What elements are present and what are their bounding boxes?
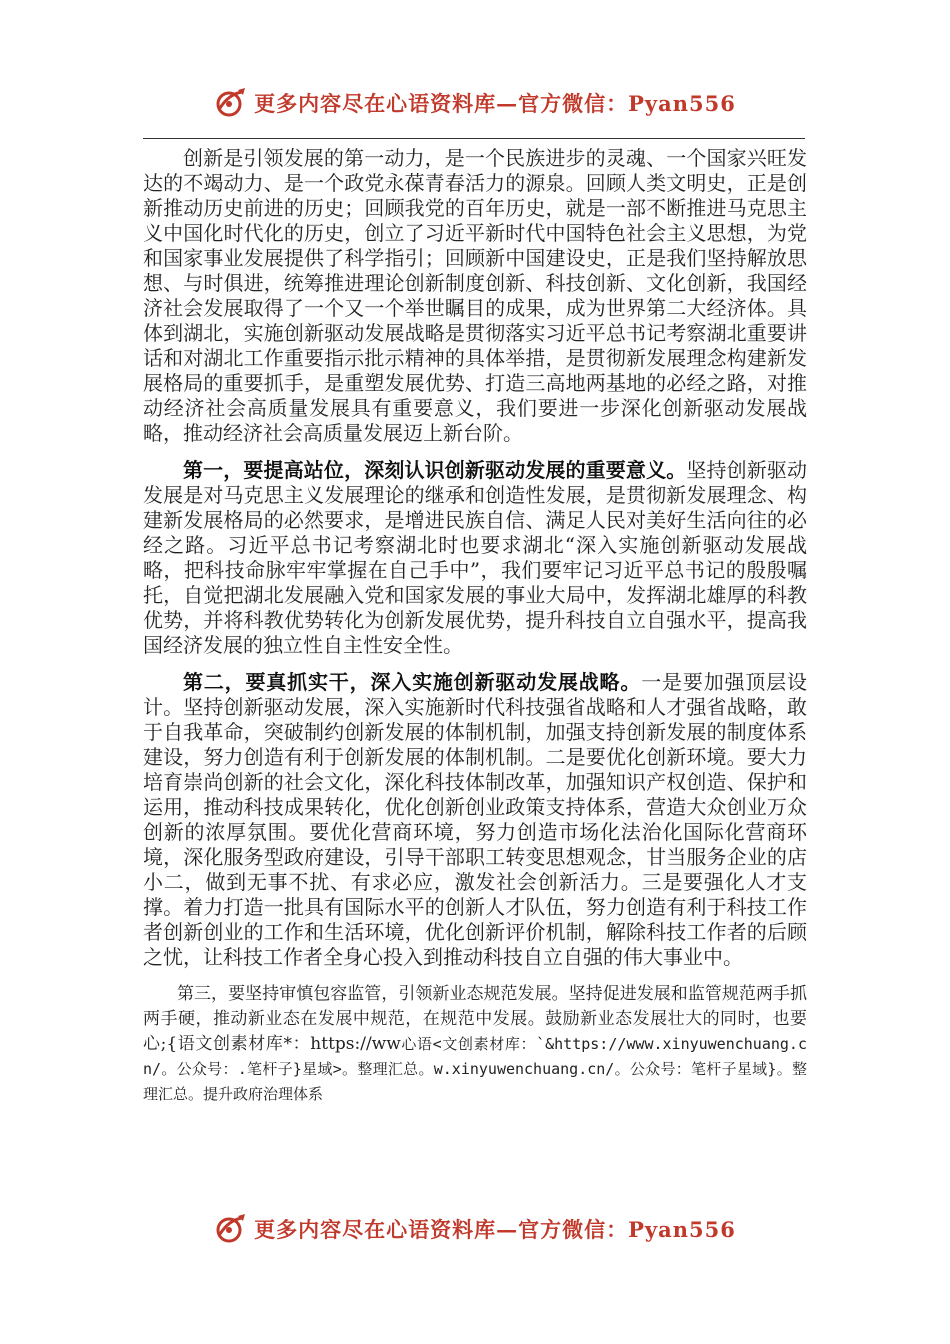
second-point-text: 一是要加强顶层设计。坚持创新驱动发展，深入实施新时代科技强省战略和人才强省战略，敢于自我革命，突破制约创新发展的体制机制，加强支持创新发展的制度体系建设，努力创造有利于创新发展的体制机制。二是要优化创新环境。要大力培育崇尚创新的社会文化，深化科技体制改革，加强知识产权创造、保护和运用，推动科技成果转化，优化创新创业政策支持体系，营造大众创业万众创新的浓厚氛围。要优化营商环境，努力创造市场化法治化国际化营商环境，深化服务型政府建设，引导干部职工转变思想观念，甘当服务企业的店小二，做到无事不扰、有求必应，激发社会创新活力。三是要强化人才支撑。着力打造一批具有国际水平的创新人才队伍，努力创造有利于科技工作者创新创业的工作和生活环境，优化创新评价机制，解除科技工作者的后顾之忧，让科技工作者全身心投入到推动科技自立自强的伟大事业中。 — [143, 670, 808, 969]
third-point-text: 第三，要坚持审慎包容监管，引领新业态规范发展。坚持促进发展和监管规范两手抓两手硬，推动新业态在发展中规范，在规范中发展。鼓励新业态发展壮大的同时，也要心;{语文创素材库*：https://ww — [143, 984, 807, 1054]
footer-banner — [0, 1206, 950, 1252]
paragraph-first-point — [143, 458, 807, 658]
paragraph-second-point — [143, 670, 807, 970]
header-divider — [143, 138, 805, 139]
first-point-text: 坚持创新驱动发展是对马克思主义发展理论的继承和创造性发展，是贯彻新发展理念、构建新发展格局的必然要求，是增进民族自信、满足人民对美好生活向往的必经之路。习近平总书记考察湖北时也要求湖北“深入实施创新驱动发展战略，把科技命脉牢牢掌握在自己手中”，我们要牢记习近平总书记的殷殷嘱托，自觉把湖北发展融入党和国家发展的事业大局中，发挥湖北雄厚的科教优势，并将科教优势转化为创新发展优势，提升科技自立自强水平，提高我国经济发展的独立性自主性安全性。 — [143, 458, 808, 657]
paragraph-third-point — [143, 982, 807, 1107]
header-banner — [0, 80, 950, 126]
third-point-watermark-text: 心语<文创素材库：`&https://www.xinyuwenchuang.cn/。公众号：.笔杆子}星域>。整理汇总。w.xinyuwenchuang.cn/。公众号：笔杆子星域}。整理汇总。提升政府治理体系 — [143, 1035, 807, 1103]
second-point-heading: 第二，要真抓实干，深入实施创新驱动发展战略。 — [183, 670, 642, 694]
pen-swirl-logo-icon — [214, 86, 248, 120]
pen-swirl-logo-icon — [214, 1212, 248, 1246]
document-body — [143, 146, 807, 1107]
footer-banner-text: 更多内容尽在心语资料库—官方微信：Pyan556 — [254, 1217, 736, 1242]
paragraph-intro: 创新是引领发展的第一动力，是一个民族进步的灵魂、一个国家兴旺发达的不竭动力、是一个政党永葆青春活力的源泉。回顾人类文明史，正是创新推动历史前进的历史；回顾我党的百年历史，就是一部不断推进马克思主义中国化时代化的历史，创立了习近平新时代中国特色社会主义思想，为党和国家事业发展提供了科学指引；回顾新中国建设史，正是我们坚持解放思想、与时俱进，统筹推进理论创新制度创新、科技创新、文化创新，我国经济社会发展取得了一个又一个举世瞩目的成果，成为世界第二大经济体。具体到湖北，实施创新驱动发展战略是贯彻落实习近平总书记考察湖北重要讲话和对湖北工作重要指示批示精神的具体举措，是贯彻新发展理念构建新发展格局的重要抓手，是重塑发展优势、打造三高地两基地的必经之路，对推动经济社会高质量发展具有重要意义，我们要进一步深化创新驱动发展战略，推动经济社会高质量发展迈上新台阶。 — [143, 146, 807, 445]
header-banner-text: 更多内容尽在心语资料库—官方微信：Pyan556 — [254, 91, 736, 116]
first-point-heading: 第一，要提高站位，深刻认识创新驱动发展的重要意义。 — [183, 458, 687, 482]
